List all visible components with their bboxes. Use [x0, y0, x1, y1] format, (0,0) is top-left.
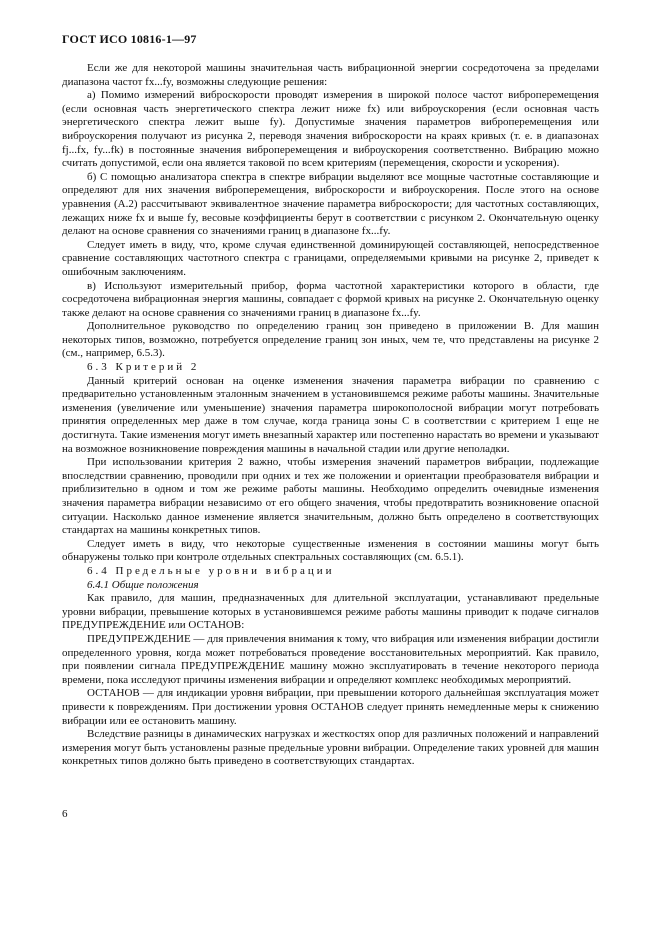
- paragraph: а) Помимо измерений виброскорости проводят измерения в широкой полосе частот виброперемещения (если основная часть энергетического спектра лежит ниже fx) или виброускорения (если основная часть энергетического спектра лежит выше fy). Допустимые значения параметров виброперемещения или виброускорения получают из рисунка 2, переводя значения виброскорости на краях кривых (т. е. в диапазонах fj...fx, fy...fk) в постоянные значения виброперемещения и виброускорения соответственно. Вибрацию можно считать допустимой, если она является таковой по всем критериям (перемещения, скорости и ускорения).: [62, 89, 599, 170]
- paragraph: При использовании критерия 2 важно, чтобы измерения значений параметров вибрации, подлежащие впоследствии сравнению, проводили при одних и тех же положении и ориентации преобразователя вибрации и приблизительно в одном и том же режиме работы машины. Необходимо определить очевидные изменения значения параметра вибрации независимо от его общего значения, чтобы предотвратить возникновение опасной ситуации. Насколько данное изменение является значительным, должно быть определено в соответствующих стандартах на машины конкретных типов.: [62, 456, 599, 537]
- paragraph: ПРЕДУПРЕЖДЕНИЕ — для привлечения внимания к тому, что вибрация или изменения вибрации достигли определенного уровня, когда может потребоваться проведение восстановительных мероприятий. Как правило, при появлении сигнала ПРЕДУПРЕЖДЕНИЕ машину можно эксплуатировать в течение некоторого периода времени, пока исследуют причины изменения вибрации и определяют комплекс необходимых мероприятий.: [62, 632, 599, 686]
- page-header: ГОСТ ИСО 10816-1—97: [62, 32, 197, 46]
- paragraph: Дополнительное руководство по определению границ зон приведено в приложении В. Для машин некоторых типов, возможно, потребуется определение границ зон иных, чем те, что представлены на рисунке 2 (см., например, 6.5.3).: [62, 320, 599, 360]
- section-heading-6-4: 6.4 Предельные уровни вибрации: [87, 564, 335, 577]
- paragraph: б) С помощью анализатора спектра в спектре вибрации выделяют все мощные частотные составляющие и определяют для них значения виброперемещения, виброскорости и виброускорения. После этого на основе уравнения (А.2) рассчитывают эквивалентное значение параметра виброскорости; для частотных составляющих, лежащих ниже fx и выше fy, весовые коэффициенты берут в соответствии с рисунком 2. Окончательную оценку делают на основе сравнения со значениями границ в диапазоне fx...fy.: [62, 170, 599, 238]
- paragraph: Как правило, для машин, предназначенных для длительной эксплуатации, устанавливают предельные уровни вибрации, превышение которых в установившемся режиме работы машины приводит к подаче сигналов ПРЕДУПРЕЖДЕНИЕ или ОСТАНОВ:: [62, 592, 599, 632]
- page-body: [62, 62, 599, 769]
- paragraph: Следует иметь в виду, что, кроме случая единственной доминирующей составляющей, непосредственное сравнение составляющих частотного спектра с границами, определяемыми кривыми на рисунке 2, приведет к ошибочным заключениям.: [62, 238, 599, 278]
- paragraph: Данный критерий основан на оценке изменения значения параметра вибрации по сравнению с предварительно установленным эталонным значением в установившемся режиме работы машины. Значительные изменения (увеличение или уменьшение) значения параметра широкополосной вибрации могут потребовать принятия определенных мер даже в том случае, когда граница зоны С в соответствии с критерием 1 еще не достигнута. Такие изменения могут иметь внезапный характер или постепенно нарастать во времени и указывают на возможное возникновение повреждения машины в начальной стадии или другие неполадки.: [62, 374, 599, 455]
- paragraph: Если же для некоторой машины значительная часть вибрационной энергии сосредоточена за пределами диапазона частот fx...fy, возможны следующие решения:: [62, 62, 599, 88]
- paragraph: в) Используют измерительный прибор, форма частотной характеристики которого в области, где сосредоточена вибрационная энергия машины, совпадает с формой кривых на рисунке 2. Окончательную оценку также делают на основе сравнения со значениями границ в диапазоне fx...fy.: [62, 279, 599, 319]
- page-number: 6: [62, 808, 68, 820]
- paragraph: ОСТАНОВ — для индикации уровня вибрации, при превышении которого дальнейшая эксплуатация может привести к повреждениям. При достижении уровня ОСТАНОВ следует принять немедленные меры к снижению вибрации или ее остановить машину.: [62, 687, 599, 727]
- section-heading-6-3: 6.3 Критерий 2: [87, 361, 200, 374]
- paragraph: Вследствие разницы в динамических нагрузках и жесткостях опор для различных положений и направлений измерения могут быть установлены разные предельные уровни вибрации. Определение таких уровней для машин конкретных типов должно быть приведено в соответствующих стандартах.: [62, 728, 599, 768]
- paragraph: Следует иметь в виду, что некоторые существенные изменения в состоянии машины могут быть обнаружены только при контроле отдельных спектральных составляющих (см. 6.5.1).: [62, 537, 599, 564]
- subsection-heading-6-4-1: 6.4.1 Общие положения: [87, 578, 199, 591]
